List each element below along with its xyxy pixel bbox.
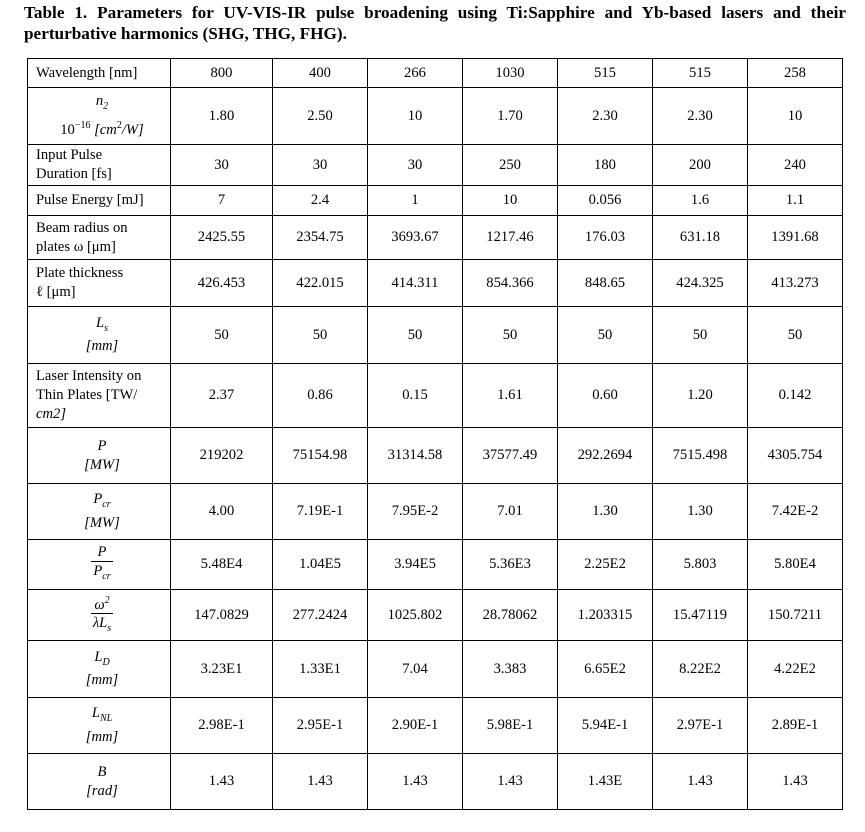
table-cell: 1.43E [558,754,653,810]
table-cell: 515 [653,59,748,88]
row-label-pcr: $P_{cr}$ [MW] [28,484,171,540]
table-cell: 7.01 [463,484,558,540]
table-cell: 277.2424 [273,590,368,641]
table-cell: 1.30 [653,484,748,540]
table-cell: 414.311 [368,260,463,307]
table-cell: 1.20 [653,364,748,428]
table-cell: 4.22E2 [748,641,843,698]
fraction-p-over-pcr: $\frac{P}{P_{cr}}$ [93,544,111,582]
table-cell: 150.7211 [748,590,843,641]
table-cell: 2.90E-1 [368,698,463,754]
table-cell: 1.43 [463,754,558,810]
table-row-n2 [28,88,843,145]
table-cell: 7 [171,186,273,216]
table-cell: 5.48E4 [171,540,273,590]
table-cell: 2.30 [653,88,748,145]
table-row-p [28,428,843,484]
table-cell: 2.89E-1 [748,698,843,754]
table-cell: 1025.802 [368,590,463,641]
table-row-pcr [28,484,843,540]
table-cell: 0.056 [558,186,653,216]
row-label-laser-intensity: Laser Intensity on Thin Plates [TW/ cm2] [28,364,171,428]
table-cell: 258 [748,59,843,88]
table-cell: 7.95E-2 [368,484,463,540]
table-cell: 31314.58 [368,428,463,484]
table-row-plate-thickness [28,260,843,307]
table-row-ls [28,307,843,364]
table-cell: 426.453 [171,260,273,307]
table-cell: 1.33E1 [273,641,368,698]
table-cell: 1.43 [273,754,368,810]
table-cell: 1.70 [463,88,558,145]
table-cell: 1.61 [463,364,558,428]
table-cell: 1.6 [653,186,748,216]
table-row-lnl [28,698,843,754]
table-row-wavelength [28,59,843,88]
row-label-pulse-energy: Pulse Energy [mJ] [28,186,171,216]
table-cell: 515 [558,59,653,88]
table-cell: 6.65E2 [558,641,653,698]
table-cell: 5.803 [653,540,748,590]
table-cell: 180 [558,145,653,186]
table-cell: 1.43 [368,754,463,810]
row-label-wavelength: Wavelength [nm] [28,59,171,88]
table-cell: 5.94E-1 [558,698,653,754]
table-cell: 30 [171,145,273,186]
table-row-p-over-pcr [28,540,843,590]
table-row-beam-radius [28,216,843,260]
parameters-table [27,58,843,810]
table-cell: 1.43 [653,754,748,810]
table-cell: 7515.498 [653,428,748,484]
table-cell: 848.65 [558,260,653,307]
table-row-pulse-duration [28,145,843,186]
row-label-ld: $L_D$ [mm] [28,641,171,698]
table-cell: 1.80 [171,88,273,145]
table-cell: 2.25E2 [558,540,653,590]
row-label-omega-ratio [28,590,171,641]
table-cell: 5.36E3 [463,540,558,590]
table-caption: Table 1. Parameters for UV-VIS-IR pulse broadening using Ti:Sapphire and Yb-based lasers and their perturbative harmonics (SHG, THG, FHG). [24,3,846,43]
table-cell: 400 [273,59,368,88]
table-cell: 3693.67 [368,216,463,260]
table-cell: 1217.46 [463,216,558,260]
table-cell: 1391.68 [748,216,843,260]
table-cell: 1.30 [558,484,653,540]
row-label-n2: $n_2$ $10^{-16}$ $[cm^2/W]$ [28,88,171,145]
table-cell: 266 [368,59,463,88]
table-cell: 2.4 [273,186,368,216]
row-label-ls: $L_s$ [mm] [28,307,171,364]
table-cell: 240 [748,145,843,186]
table-cell: 854.366 [463,260,558,307]
table-cell: 2.98E-1 [171,698,273,754]
row-label-beam-radius: Beam radius on plates ω [μm] [28,216,171,260]
table-cell: 250 [463,145,558,186]
table-cell: 5.80E4 [748,540,843,590]
table-cell: 413.273 [748,260,843,307]
table-cell: 10 [748,88,843,145]
table-cell: 10 [463,186,558,216]
table-cell: 200 [653,145,748,186]
table-cell: 424.325 [653,260,748,307]
table-cell: 2425.55 [171,216,273,260]
table-cell: 0.15 [368,364,463,428]
table-cell: 1.43 [171,754,273,810]
table-cell: 50 [273,307,368,364]
row-label-pulse-duration: Input Pulse Duration [fs] [28,145,171,186]
table-cell: 147.0829 [171,590,273,641]
table-cell: 292.2694 [558,428,653,484]
table-row-laser-intensity [28,364,843,428]
table-cell: 2.30 [558,88,653,145]
table-cell: 0.142 [748,364,843,428]
table-cell: 2.95E-1 [273,698,368,754]
row-label-p-over-pcr [28,540,171,590]
table-cell: 0.86 [273,364,368,428]
table-cell: 75154.98 [273,428,368,484]
table-cell: 2354.75 [273,216,368,260]
table-cell: 176.03 [558,216,653,260]
table-cell: 1.04E5 [273,540,368,590]
table-row-b [28,754,843,810]
table-cell: 50 [748,307,843,364]
table-row-omega-ratio [28,590,843,641]
table-cell: 1030 [463,59,558,88]
table-cell: 30 [273,145,368,186]
table-cell: 2.37 [171,364,273,428]
fraction-omega-over-lambda-ls: $\frac{\omega^2}{\lambda L_s}$ [91,592,113,639]
table-cell: 50 [171,307,273,364]
table-cell: 50 [558,307,653,364]
table-cell: 800 [171,59,273,88]
table-cell: 3.94E5 [368,540,463,590]
table-cell: 422.015 [273,260,368,307]
table-cell: 7.19E-1 [273,484,368,540]
table-cell: 631.18 [653,216,748,260]
table-cell: 8.22E2 [653,641,748,698]
table-cell: 10 [368,88,463,145]
table-row-ld [28,641,843,698]
table-cell: 50 [368,307,463,364]
row-label-plate-thickness: Plate thickness ℓ [μm] [28,260,171,307]
row-label-p: P [MW] [28,428,171,484]
table-cell: 3.383 [463,641,558,698]
table-cell: 50 [653,307,748,364]
table-cell: 30 [368,145,463,186]
table-cell: 1.43 [748,754,843,810]
table-cell: 1.203315 [558,590,653,641]
table-cell: 2.50 [273,88,368,145]
row-label-b: B [rad] [28,754,171,810]
table-cell: 7.42E-2 [748,484,843,540]
table-cell: 4305.754 [748,428,843,484]
table-cell: 15.47119 [653,590,748,641]
row-label-lnl: $L_{NL}$ [mm] [28,698,171,754]
table-cell: 37577.49 [463,428,558,484]
table-cell: 3.23E1 [171,641,273,698]
table-cell: 0.60 [558,364,653,428]
table-cell: 1.1 [748,186,843,216]
table-cell: 1 [368,186,463,216]
table-cell: 50 [463,307,558,364]
table-cell: 4.00 [171,484,273,540]
table-cell: 7.04 [368,641,463,698]
table-cell: 2.97E-1 [653,698,748,754]
table-cell: 219202 [171,428,273,484]
table-cell: 28.78062 [463,590,558,641]
table-row-pulse-energy [28,186,843,216]
table-cell: 5.98E-1 [463,698,558,754]
